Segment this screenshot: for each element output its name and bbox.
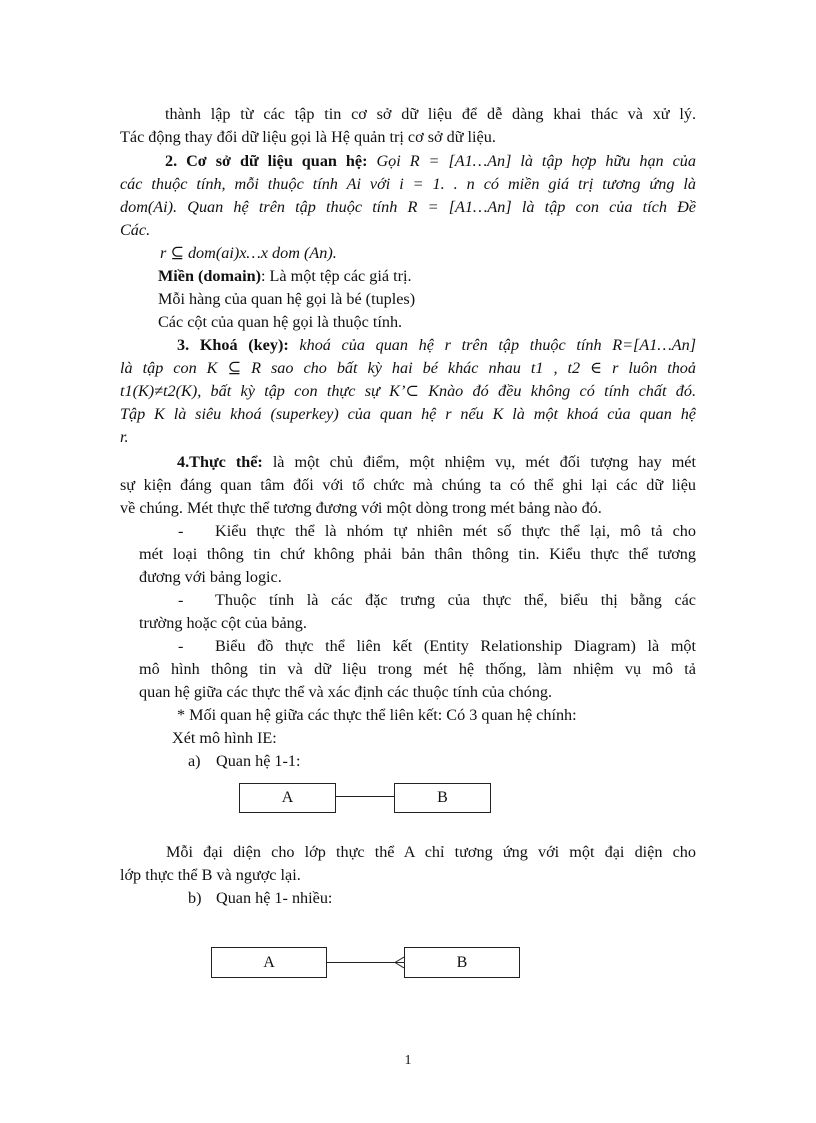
domain-definition: : Là một tệp các giá trị. xyxy=(260,267,412,285)
sec2-line-1 xyxy=(165,150,696,172)
sec3-line-4: Tập K là siêu khoá (superkey) của quan hệ r nếu K là một khoá của quan hệ xyxy=(120,405,696,423)
item-a-label: a) xyxy=(188,752,201,770)
item-a-text: Quan hệ 1-1: xyxy=(216,752,301,770)
crows-foot-lower xyxy=(395,963,404,969)
sec2-tuples: Mỗi hàng của quan hệ gọi là bé (tuples) xyxy=(158,290,416,308)
item-a-desc-line-2: lớp thực thể B và ngược lại. xyxy=(120,866,301,884)
crows-foot-upper xyxy=(395,957,404,963)
sec2-line1-rest: Gọi R = [A1…An] là tập hợp hữu hạn của xyxy=(367,152,696,170)
bullet-1-line-3: đương với bảng logic. xyxy=(139,568,282,586)
sec2-heading: 2. Cơ sở dữ liệu quan hệ: xyxy=(165,152,368,170)
page-number: 1 xyxy=(404,1053,412,1068)
entity-a-label-2: A xyxy=(263,953,275,971)
bullet-dash-1: - xyxy=(178,522,184,540)
sec3-line-5: r. xyxy=(120,428,129,446)
sec3-line-2: là tập con K ⊆ R sao cho bất kỳ hai bé khác nhau t1 , t2 ∈ r luôn thoả xyxy=(120,359,696,377)
sec3-line-3: t1(K)≠t2(K), bất kỳ tập con thực sự K’⊂ Knào đó đều không có tính chất đó. xyxy=(120,382,696,400)
bullet-3-line-2: mô hình thông tin và dữ liệu trong mét hệ thống, làm nhiệm vụ mô tả xyxy=(139,660,696,678)
sec2-line-4: Các. xyxy=(120,221,151,239)
sec3-heading: 3. Khoá (key): xyxy=(177,336,289,354)
sec2-line-3: dom(Ai). Quan hệ trên tập thuộc tính R = [A1…An] là tập con của tích Đề xyxy=(120,198,696,216)
bullet-dash-2: - xyxy=(178,591,184,609)
entity-b-label-1: B xyxy=(437,789,448,806)
bullet-1-line-2: mét loại thông tin chứ không phải bản thân thông tin. Kiểu thực thể tương xyxy=(139,545,696,563)
sec2-attributes: Các cột của quan hệ gọi là thuộc tính. xyxy=(158,313,403,331)
one-to-many-connector xyxy=(327,954,404,972)
sec3-line-1 xyxy=(177,334,696,356)
bullet-3-line-3: quan hệ giữa các thực thể và xác định các thuộc tính của chóng. xyxy=(139,683,553,701)
entity-a-label-1: A xyxy=(281,789,294,806)
sec4-line1-rest: là một chủ điểm, một nhiệm vụ, mét đối tượng hay mét xyxy=(262,453,696,471)
sec3-line1-rest: khoá của quan hệ r trên tập thuộc tính R=[A1…An] xyxy=(288,336,696,354)
sec2-formula: r ⊆ dom(ai)x…x dom (An). xyxy=(160,244,337,262)
entity-b-box-2 xyxy=(404,947,520,978)
bullet-2-line-2: trường hoặc cột của bảng. xyxy=(139,614,307,632)
entity-b-box-1 xyxy=(394,783,491,813)
bullet-1-line-1: Kiểu thực thể là nhóm tự nhiên mét số thực thể lại, mô tả cho xyxy=(215,522,696,540)
sec4-line-3: về chúng. Mét thực thể tương đương với một dòng trong mét bảng nào đó. xyxy=(120,499,602,517)
domain-term: Miền (domain) xyxy=(158,267,261,285)
entity-b-label-2: B xyxy=(456,953,468,971)
sec4-line-2: sự kiện đáng quan tâm đối với tổ chức mà chúng ta có thể ghi lại các dữ liệu xyxy=(120,476,696,494)
bullet-2-line-1: Thuộc tính là các đặc trưng của thực thể, biểu thị bằng các xyxy=(215,591,696,609)
intro-line-2: Tác động thay đổi dữ liệu gọi là Hệ quản trị cơ sở dữ liệu. xyxy=(120,128,496,146)
intro-line-1: thành lập từ các tập tin cơ sở dữ liệu để dễ dàng khai thác và xử lý. xyxy=(165,105,696,123)
bullet-dash-3: - xyxy=(178,637,184,655)
item-a-desc-line-1: Mỗi đại diện cho lớp thực thể A chỉ tương ứng với một đại diện cho xyxy=(166,843,696,861)
item-b-label: b) xyxy=(188,889,202,907)
relations-note: * Mối quan hệ giữa các thực thể liên kết: Có 3 quan hệ chính: xyxy=(177,706,577,724)
sec4-line-1 xyxy=(177,451,696,473)
sec2-line-2: các thuộc tính, mỗi thuộc tính Ai với i = 1. . n có miền giá trị tương ứng là xyxy=(120,175,696,193)
entity-a-box-2 xyxy=(211,947,327,978)
entity-a-box-1 xyxy=(239,783,336,813)
ie-model-line: Xét mô hình IE: xyxy=(172,729,277,747)
item-b-text: Quan hệ 1- nhiều: xyxy=(216,889,333,907)
sec4-heading: 4.Thực thể: xyxy=(177,453,263,471)
sec2-domain-line xyxy=(158,265,412,287)
bullet-3-line-1: Biểu đồ thực thể liên kết (Entity Relationship Diagram) là một xyxy=(215,637,696,655)
one-to-one-connector xyxy=(336,796,394,797)
